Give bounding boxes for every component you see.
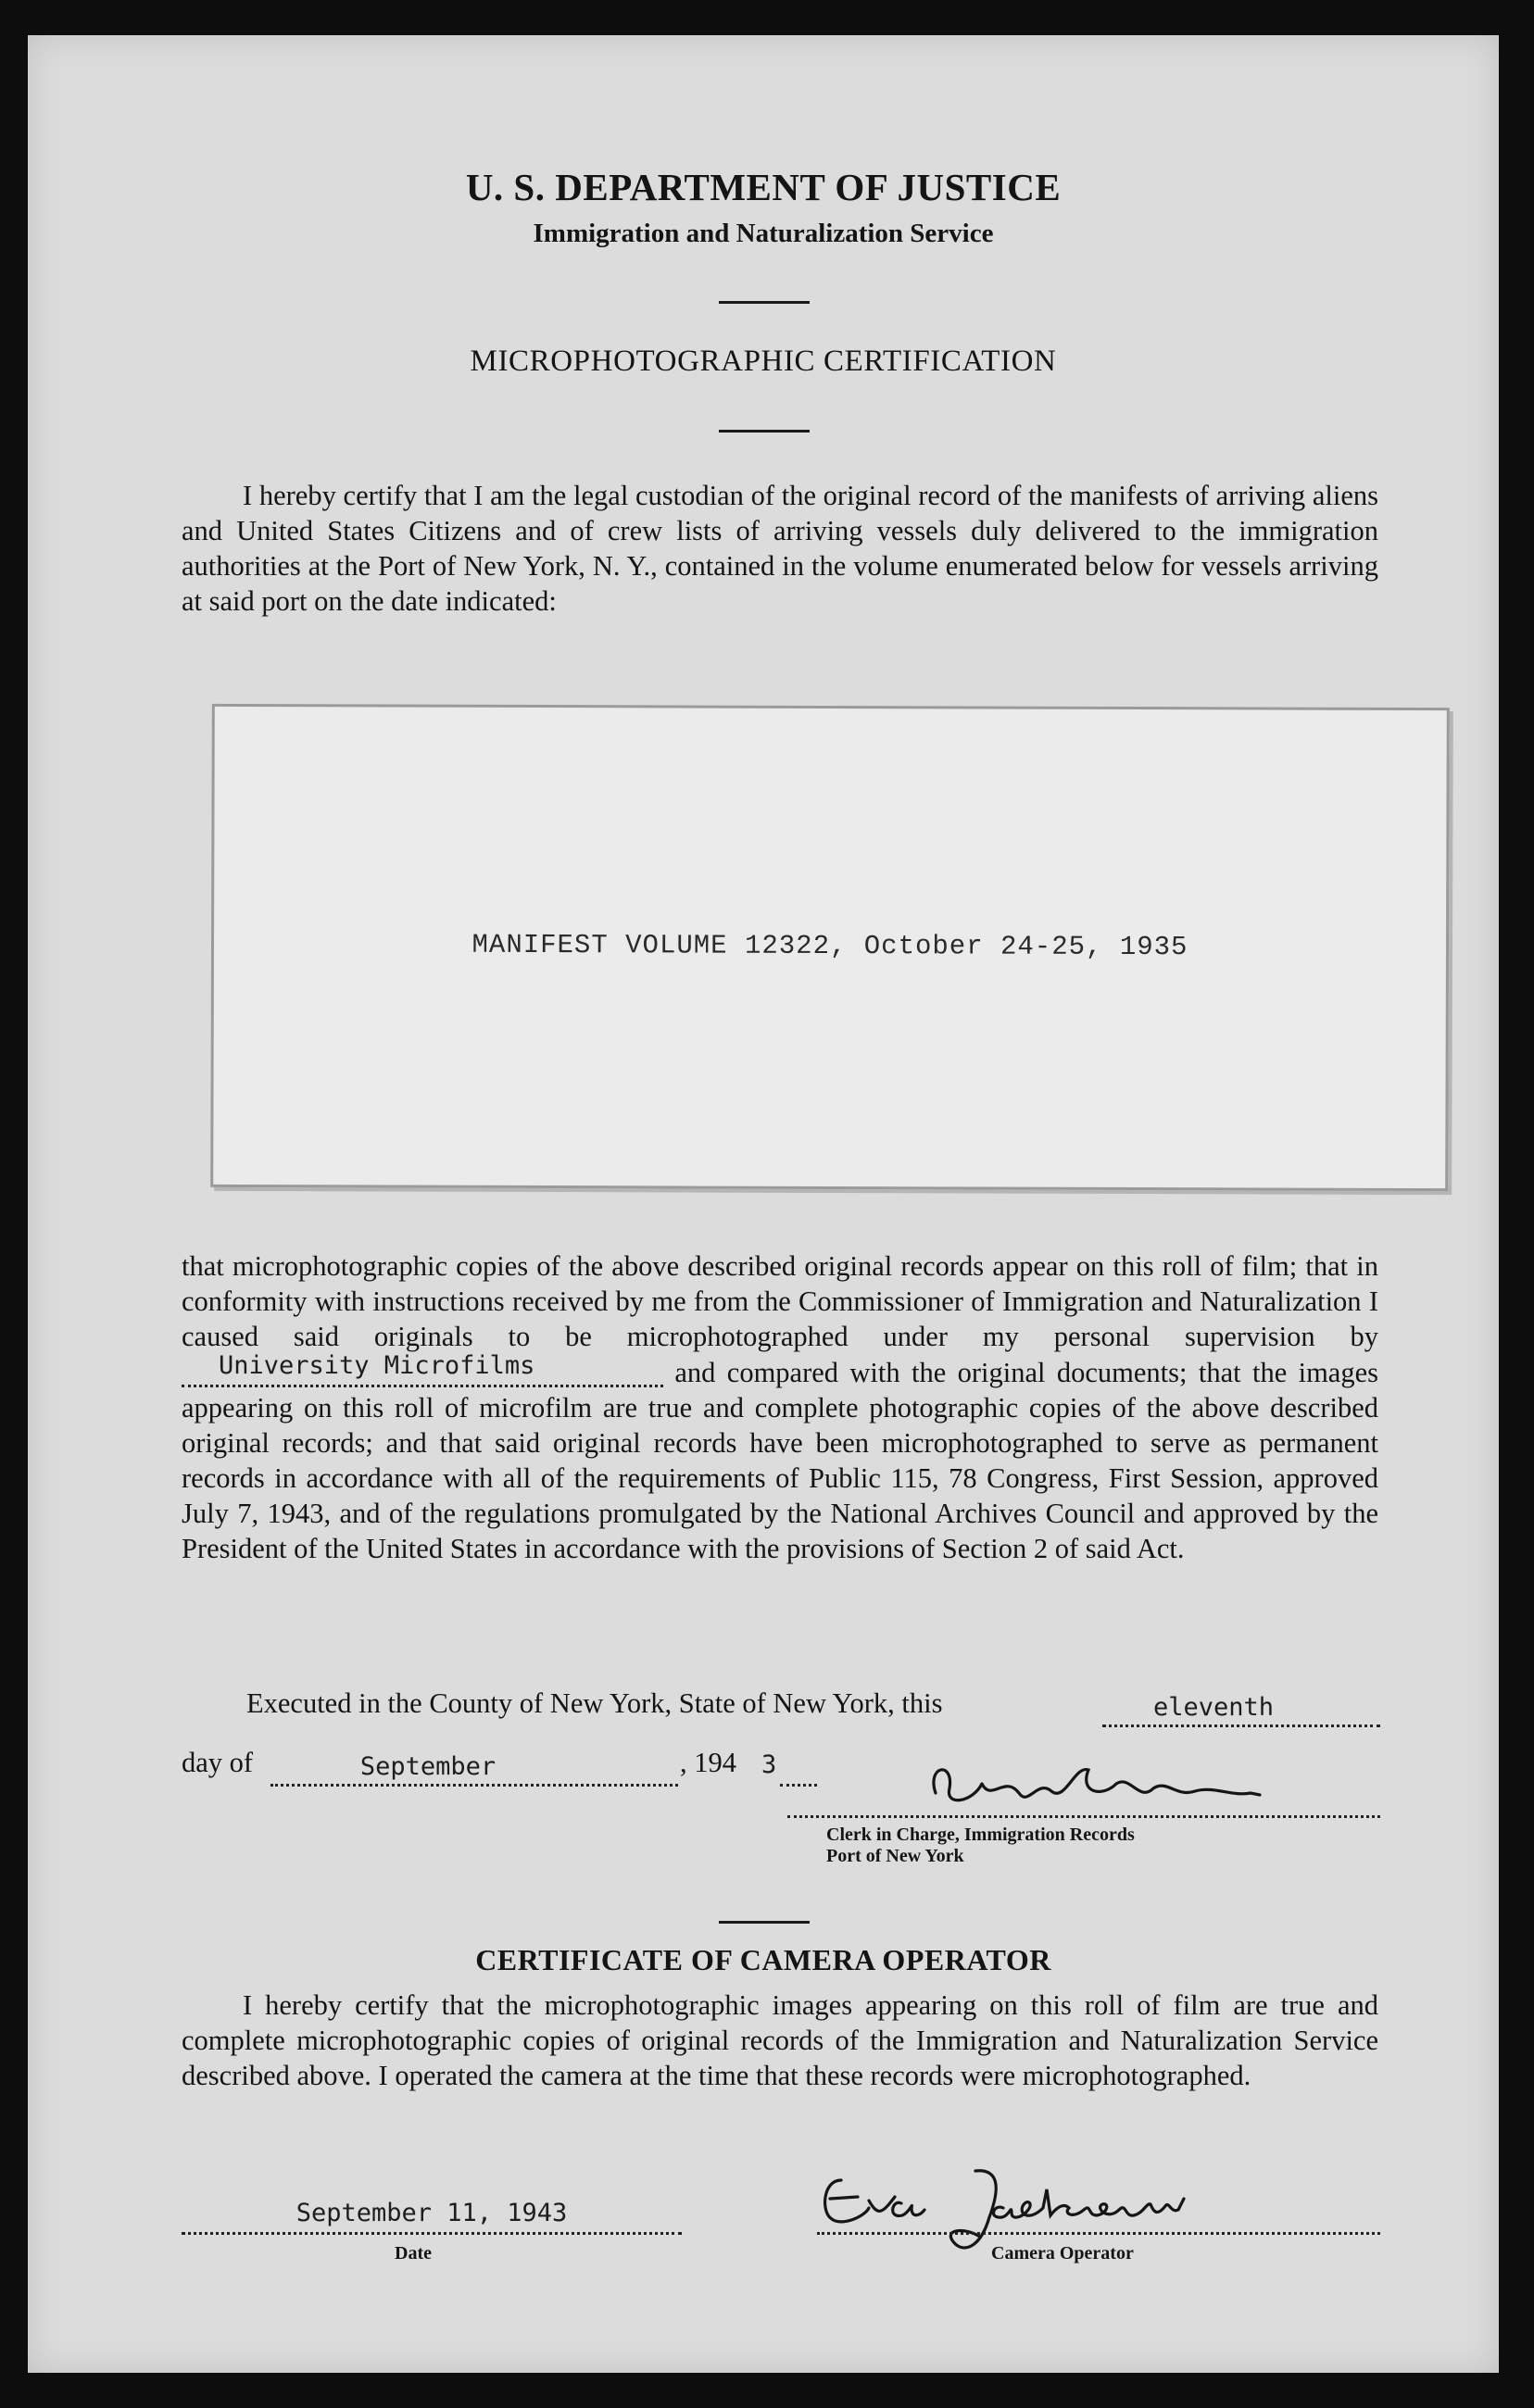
camera-certificate-heading: CERTIFICATE OF CAMERA OPERATOR xyxy=(475,1943,1051,1976)
execution-prefix: Executed in the County of New York, State of New York, this xyxy=(246,1687,943,1719)
operator-signature-line xyxy=(817,2232,1380,2235)
certificate-page xyxy=(28,35,1499,2373)
day-dotted-line xyxy=(1102,1724,1380,1727)
clerk-signature-line xyxy=(787,1815,1380,1818)
body-text-part1: that microphotographic copies of the above described original records appear on this roll of film; that in conformity with instructions received by me from the Commissioner of Immigration and Naturalization I caused said originals to be microphotographed under my personal supervision by xyxy=(182,1250,1378,1352)
camera-certificate-paragraph xyxy=(182,1988,1378,2093)
year-prefix: , 194 xyxy=(680,1747,736,1778)
clerk-title xyxy=(826,1825,1135,1867)
day-value: eleventh xyxy=(1152,1693,1275,1722)
service-subtitle: Immigration and Naturalization Service xyxy=(533,219,994,248)
department-title: U. S. DEPARTMENT OF JUSTICE xyxy=(465,166,1062,208)
operator-fill-slot xyxy=(182,1351,663,1382)
body-paragraph xyxy=(182,1248,1378,1566)
month-dotted-line xyxy=(270,1784,678,1787)
divider-middle xyxy=(719,430,810,433)
certificate-date-value: September 11, 1943 xyxy=(295,2199,568,2227)
year-dotted-line xyxy=(780,1784,817,1787)
clerk-signature xyxy=(917,1756,1306,1821)
body-text-part2: and compared with the original documents; that the images appearing on this roll of microfilm are true and complete photographic copies of the above described original records; and that said original records have been microphotographed to serve as permanent records in accordance with all of the requirements of Public 115, 78 Congress, First Session, approved July 7, 1943, and of the regulations promulgated by the National Archives Council and approved by the President of the United States in accordance with the provisions of Section 2 of said Act. xyxy=(182,1357,1378,1564)
date-dotted-line xyxy=(182,2232,682,2235)
intro-text: I hereby certify that I am the legal custodian of the original record of the manifests of arriving aliens and United States Citizens and of crew lists of arriving vessels duly delivered to the immigration authorities at the Port of New York, N. Y., contained in the volume enumerated below for vessels arriving at said port on the date indicated: xyxy=(182,480,1378,617)
clerk-title-line1: Clerk in Charge, Immigration Records xyxy=(826,1825,1135,1845)
manifest-slip xyxy=(210,704,1450,1191)
divider-top xyxy=(719,301,810,304)
operator-value: University Microfilms xyxy=(219,1351,535,1380)
date-label: Date xyxy=(395,2243,432,2264)
certification-title: MICROPHOTOGRAPHIC CERTIFICATION xyxy=(470,345,1057,378)
divider-bottom xyxy=(719,1921,810,1924)
month-value: September xyxy=(359,1752,497,1781)
day-of-label: day of xyxy=(182,1747,254,1778)
clerk-title-line2: Port of New York xyxy=(826,1846,964,1866)
operator-dotted-line xyxy=(182,1385,663,1387)
camera-certificate-text: I hereby certify that the microphotographic images appearing on this roll of film are true and complete microphotographic copies of original records of the Immigration and Naturalization Service described above. I operated the camera at the time that these records were microphotographed. xyxy=(182,1989,1378,2091)
manifest-volume-text: MANIFEST VOLUME 12322, October 24-25, 1935 xyxy=(472,929,1188,963)
intro-paragraph xyxy=(182,478,1378,619)
camera-operator-label: Camera Operator xyxy=(991,2243,1134,2264)
year-digit: 3 xyxy=(761,1750,777,1779)
